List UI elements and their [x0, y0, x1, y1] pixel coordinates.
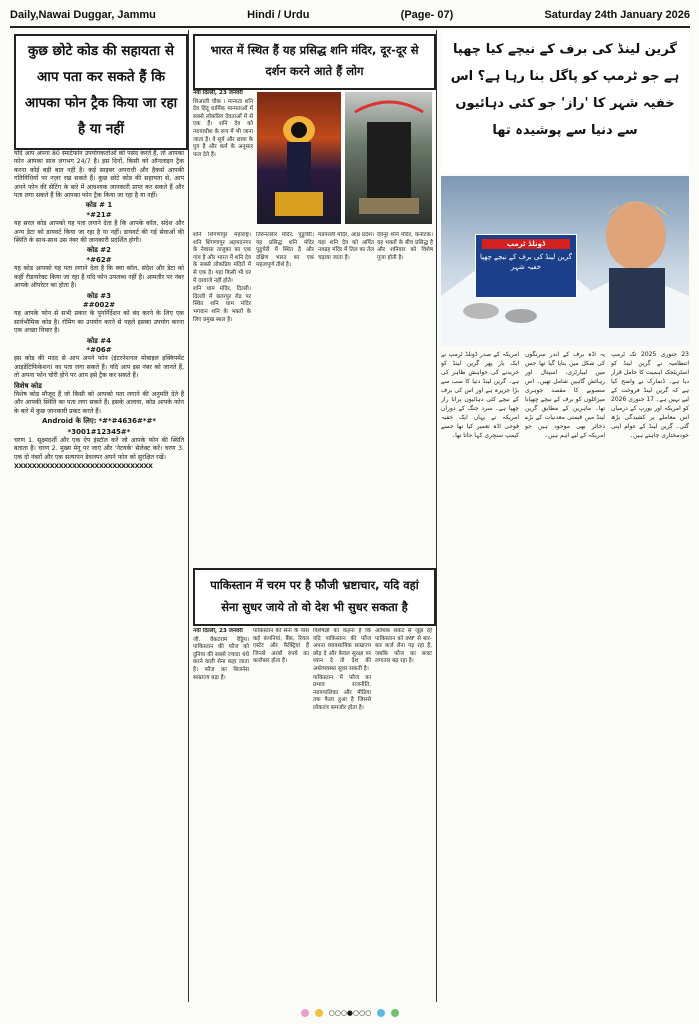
greenland-trump-photo — [441, 176, 689, 346]
temple-col-c — [318, 232, 374, 562]
temple-text-6: देवनूर शनि मंदिर, कर्नाटक। यह भक्तों के बीच प्रसिद्ध है और शनिवार को विशेष पूजा होती है। — [377, 232, 433, 261]
pakistan-col-a — [193, 628, 249, 1002]
poster-subtitle: گرین لینڈ کی برف کے نیچے چھپا خفیہ شہر — [479, 253, 572, 271]
phone-tracking-body — [14, 150, 184, 1002]
language-label: Hindi / Urdu — [247, 9, 310, 21]
page-number: (Page- 07) — [400, 9, 454, 21]
temple-col-b — [256, 232, 314, 562]
temple-headline-box — [193, 34, 436, 90]
code3-label: कोड #3 — [86, 291, 112, 300]
temple-headline: भारत में स्थित हैं यह प्रसिद्ध शनि मंदिर, दूर-दूर से दर्शन करने आते हैं लोग — [210, 43, 419, 78]
pakistan-byline: नयी दिल्ली, 23 जनवरी — [193, 628, 243, 634]
code2-label: कोड #2 — [86, 246, 112, 255]
special-code-text: विशेष कोड मौजूद हैं जो किसी को आपको पता लगाने की अनुमति देते हैं और आपकी स्थिति का पता लगा सकते हैं। इसके अलावा, कोड आपके फोन के बारे में कुछ जानकारी प्रकट करते हैं। — [14, 390, 184, 415]
temple-col-d — [377, 232, 433, 562]
urdu-col-2 — [525, 350, 605, 1002]
pakistan-col-c — [313, 628, 371, 1002]
pakistan-text-1: जी. वेंकटराम रेड्डिय। पाकिस्तान की फौज को दुनिया की सबसे ज्यादा धंधे करने वाली सेना कहा जाता है। फौज का बिजनेस साम्राज्य बड़ा है। — [193, 636, 249, 681]
paper-name: Daily,Nawai Duggar, Jammu — [10, 9, 156, 21]
footer-dot-icon — [391, 1009, 399, 1017]
code4-text: इस कोड की मदद से आप अपने फोन (इंटरनेशनल मोबाइल इक्विपमेंट आइडेंटिफिकेशन) का पता लगा सकते हैं। यदि आप इस नंबर को जानते हैं, तो अपना फोन चोरी होने पर आप इसे ट्रैक कर सकते हैं। — [14, 355, 184, 380]
code3-text: यह आपके फोन से सभी प्रकार के पुनर्निर्देशन को बंद करने के लिए एक सार्वभौमिक कोड है। रोमिंग का उपयोग करने से पहले इसका उपयोग करना एक अच्छा विचार है। — [14, 310, 184, 335]
shani-idol-icon — [257, 92, 341, 224]
phone-intro: यदि आप अपना 80 स्मार्टफोन उपयोगकर्ताओं को पसंद करते हैं, तो आपका फोन आपका साथ लगभग 24/7 है। इस दिनों, किसी को ऑनलाइन ट्रैक करना कोई बड़ी बात नहीं है। कई साइबर अपराधी और हैकर्स आपकी गतिविधियों पर नज़र रख सकते हैं। कुछ छोटे कोड की सहायता से, आप अपने फोन की सेटिंग के बारे में आवश्यक जानकारी प्राप्त कर सकते हैं और पता लगा सकते हैं कि आपका फोन ट्रैक किया जा रहा है या नहीं। — [14, 150, 184, 200]
code1-text: यह सरल कोड आपको यह पता लगाने देता है कि आपके कॉल, संदेश और अन्य डेटा को डायवर्ट किया जा रहा है या नहीं। डायवर्ट की गई सेवाओं की स्थिति के साथ-साथ उस नंबर की जानकारी प्रदर्शित होगी। — [14, 220, 184, 245]
code4-label: कोड #4 — [86, 336, 112, 345]
black-shani-stone-photo — [345, 92, 432, 224]
footer-dot-icon — [301, 1009, 309, 1017]
android-code: *#*#4636#*#* — [98, 417, 157, 426]
stone-shrine-icon — [345, 92, 432, 224]
temple-byline: नयी दिल्ली, 23 जनवरी — [193, 90, 243, 96]
temple-col-a — [193, 232, 251, 562]
urdu-col-3 — [611, 350, 689, 1002]
footer-dot-icon — [377, 1009, 385, 1017]
urdu-text-1: امریکہ کے صدر ڈونلڈ ٹرمپ نے ایک بار پھر گرین لینڈ کو خریدنے کی خواہش ظاہر کی ہے۔ گرین لینڈ دنیا کا سب سے بڑا جزیرہ ہے اور اس کی برف کے نیچے کئی دہائیوں پرانا راز چھپا ہے۔ سرد جنگ کے دوران امریکہ نے یہاں ایک خفیہ فوجی اڈہ تعمیر کیا تھا جسے کیمپ سنچری کہا جاتا تھا۔ — [441, 351, 519, 439]
phone-tracking-headline-box — [14, 34, 188, 150]
pakistan-text-2: पाकिस्तान की सेना के पास कई कंपनियां, बैंक, रियल एस्टेट और फैक्ट्रियां हैं जिनसे अरबों रुपये का कारोबार होता है। — [253, 628, 309, 665]
code1-label: कोड # 1 — [85, 201, 113, 210]
android-label: Android के लिए: — [41, 417, 97, 426]
temple-text-3: शनि धाम मंदिर, दिल्ली। दिल्ली में छतरपुर रोड पर स्थित शनि धाम मंदिर भगवान शनि के भक्तों के लिए प्रमुख स्थल है। — [193, 286, 251, 323]
temple-text-2: शनि शिंगणापुर महाराष्ट्र। शनि शिंगणापुर अहमदनगर के नेवासा तालुका का एक गांव है और भारत में शनि देव के सबसे लोकप्रिय मंदिरों में से एक है। यहां किसी भी घर में दरवाजे नहीं होते। — [193, 232, 251, 284]
phone-tracking-headline: कुछ छोटे कोड की सहायता से आप पता कर सकते हैं कि आपका फोन ट्रैक किया जा रहा है या नहीं — [24, 43, 178, 137]
issue-date: Saturday 24th January 2026 — [544, 9, 690, 21]
column-rule-1 — [188, 30, 189, 1002]
article-end-marker: XXXXXXXXXXXXXXXXXXXXXXXXXXXXXXX — [14, 463, 153, 471]
urdu-text-2: یہ اڈہ برف کے اندر سرنگوں کی شکل میں بنایا گیا تھا جس میں لیبارٹری، اسپتال اور رہائش گاہیں شامل تھیں۔ اس منصوبے کا مقصد جوہری میزائلوں کو برف کے نیچے چھپانا تھا۔ ماہرین کے مطابق گرین لینڈ میں قیمتی معدنیات کے بڑے ذخائر بھی موجود ہیں جو امریکہ کے لیے اہم ہیں۔ — [525, 351, 605, 439]
temple-text-4: तिरुनल्लार मंदिर, पुडुचेरी। यह प्रसिद्ध शनि मंदिर पुडुचेरी में स्थित है और दक्षिण भारत का एक महत्वपूर्ण तीर्थ है। — [256, 232, 314, 269]
footer-tag: ○○○●○○○ — [328, 1009, 372, 1017]
pakistan-text-4: पाकिस्तान में फौज का प्रभाव राजनीति, न्यायपालिका और मीडिया तक फैला हुआ है जिससे लोकतंत्र कमजोर होता है। — [313, 674, 371, 711]
code1-value: *#21# — [86, 210, 112, 219]
masthead-bar — [10, 4, 690, 28]
urdu-text-3: 23 جنوری 2025 تک ٹرمپ انتظامیہ نے گرین لینڈ کو اسٹریٹجک اہمیت کا حامل قرار دیا ہے۔ ڈنمارک نے واضح کیا ہے کہ گرین لینڈ فروخت کے لیے نہیں ہے۔ 17 جنوری 2026 کو امریکہ اور یورپ کے درمیان اس معاملے پر کشیدگی بڑھ گئی۔ گرین لینڈ کے عوام اپنی خودمختاری چاہتے ہیں۔ — [611, 351, 689, 439]
code2-text: यह कोड आपको यह पता लगाने देता है कि क्या कॉल, संदेश और डेटा को कहीं रीडायरेक्ट किया जा रहा है यदि फोन उपलब्ध नहीं है। आमतौर पर नंबर आपके ऑपरेटर का होता है। — [14, 265, 184, 290]
page-footer — [10, 1006, 690, 1020]
poster-title: ڈونلڈ ٹرمپ — [482, 239, 570, 249]
news-poster — [475, 234, 577, 298]
greenland-headline-box — [441, 32, 689, 174]
pakistan-text-5: आर्थिक संकट से जूझ रहे पाकिस्तान को IMF से बार-बार कर्ज लेना पड़ रहा है, जबकि फौज का बजट लगातार बढ़ रहा है। — [375, 628, 432, 665]
urdu-col-1 — [441, 350, 519, 1002]
iphone-code: *3001#12345#* — [67, 427, 131, 436]
pakistan-col-b — [253, 628, 309, 1002]
steps-text: चरण 1. सूक्ष्मदर्शी और एक ऐप इंस्टॉल करें जो आपके फोन की स्थिति बताता है। चरण 2. मुख्य मेनू पर जाएं और 'नेटवर्क' सेलेक्ट करें। चरण 3. एक दो नंबरों और एक सत्यापन डेवलपर अपने फोन को सुरक्षित रखें। — [14, 437, 184, 461]
shani-idol-photo — [257, 92, 341, 224]
code3-value: ##002# — [82, 300, 116, 309]
footer-dot-icon — [315, 1009, 323, 1017]
pakistan-headline: पाकिस्तान में चरम पर है फौजी भ्रष्टाचार, यदि वहां सेना सुधर जाये तो वो देश भी सुधर सकता है — [210, 578, 419, 614]
pakistan-col-d — [375, 628, 432, 1002]
special-code-label: विशेष कोड — [14, 381, 42, 390]
column-rule-2 — [436, 30, 437, 1002]
pakistan-text-3: विशेषज्ञों का कहना है कि यदि पाकिस्तान की फौज अपना व्यावसायिक साम्राज्य छोड़ दे और केवल सुरक्षा पर ध्यान दे तो देश की अर्थव्यवस्था सुधर सकती है। — [313, 628, 371, 672]
temple-text-5: मंडपल्ली मंदिर, आंध्र प्रदेश। यहां शनि देव को अर्पित नवग्रह मंदिर में तिल का तेल चढ़ाया जाता है। — [318, 232, 374, 261]
code4-value: *#06# — [86, 345, 112, 354]
temple-text-1: शिआली चौक । मान्यता शनि देव हिंदू धार्मिक मान्यताओं में सबसे लोकप्रिय देवताओं में से एक हैं। शनि देव को न्यायाधीश के रूप में भी जाना जाता है। वे सूर्य और छाया के पुत्र हैं और कर्म के अनुसार फल देते हैं। — [193, 98, 253, 158]
pakistan-headline-box — [193, 568, 436, 626]
greenland-headline: گرین لینڈ کی برف کے نیچے کیا چھپا ہے جو ٹرمپ کو پاگل بنا رہا ہے؟ اس خفیہ شہر کا 'راز' جو کئی دہائیوں سے دنیا سے پوشیدہ تھا — [450, 42, 680, 138]
temple-intro — [193, 90, 253, 230]
code2-value: *#62# — [86, 255, 112, 264]
